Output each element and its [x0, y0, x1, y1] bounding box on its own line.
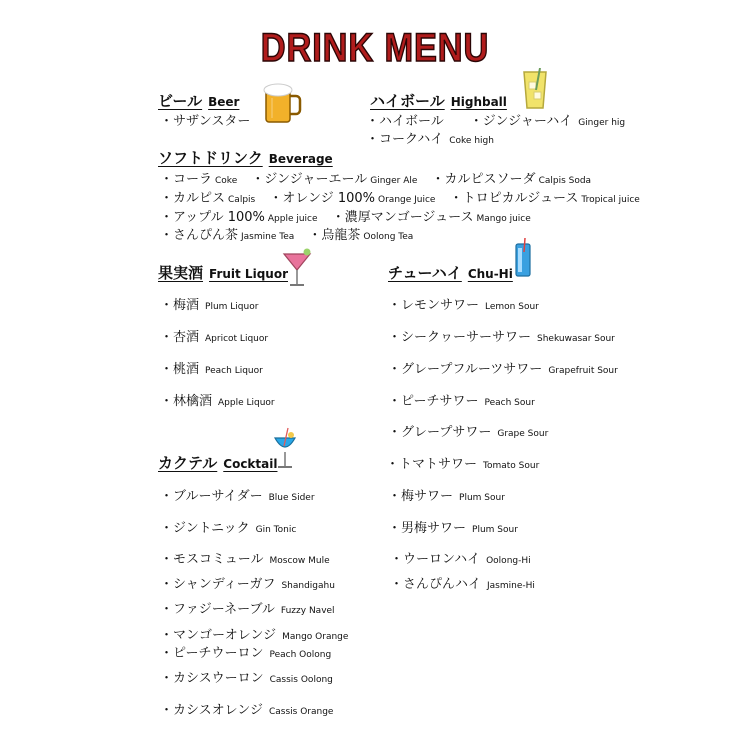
- highball-heading: [370, 90, 507, 111]
- item-en: Fuzzy Navel: [280, 606, 335, 616]
- item-jp: ・ハイボール: [366, 114, 444, 129]
- item-jp: ・ジントニック: [160, 521, 250, 536]
- beer-heading-en: Beer: [208, 95, 240, 109]
- cocktail-heading: [158, 452, 277, 473]
- item-en: Apple Liquor: [218, 398, 275, 408]
- beverage-row: [160, 224, 423, 243]
- item-jp: ・カルピスソーダ: [431, 172, 536, 187]
- chuhi-heading-en: Chu-Hi: [467, 267, 513, 281]
- beverage-heading-jp: ソフトドリンク: [158, 149, 263, 167]
- list-item: [388, 485, 505, 504]
- item-en: Shandigahu: [281, 581, 335, 591]
- item-en: Grape Sour: [497, 429, 549, 439]
- list-item: [388, 358, 618, 377]
- list-item: [160, 110, 250, 129]
- item-jp: ・ファジーネーブル: [160, 602, 275, 617]
- item-jp: ・濃厚マンゴージュース: [331, 210, 474, 225]
- item-jp: ・梅酒: [160, 298, 200, 313]
- item-en: Coke high: [449, 136, 494, 146]
- list-item: [160, 358, 263, 377]
- beverage-row: [160, 168, 601, 187]
- item-en: Grapefruit Sour: [548, 366, 618, 376]
- item-jp: ・ピーチサワー: [388, 394, 479, 409]
- item-jp: ・マンゴーオレンジ: [160, 628, 277, 643]
- item-en: Lemon Sour: [485, 302, 539, 312]
- item-jp: ・杏酒: [160, 330, 200, 345]
- list-item: [160, 548, 330, 567]
- chuhi-heading-jp: チューハイ: [388, 264, 462, 282]
- item-jp: ・桃酒: [160, 362, 200, 377]
- fruit-liquor-heading: [158, 262, 288, 283]
- list-item: [160, 294, 258, 313]
- item-jp: ・ピーチウーロン: [160, 646, 264, 661]
- list-item: [388, 517, 518, 536]
- item-jp: ・烏龍茶: [308, 228, 361, 243]
- list-item: [160, 624, 348, 643]
- beverage-row: [160, 187, 650, 206]
- list-item: [388, 390, 535, 409]
- beer-heading: [158, 90, 239, 111]
- item-jp: ・オレンジ 100%: [269, 191, 376, 206]
- item-en: Ginger Ale: [370, 176, 418, 186]
- item-jp: ・トロピカルジュース: [449, 191, 579, 206]
- item-jp: ・シャンディーガフ: [160, 577, 276, 592]
- beer-heading-jp: ビール: [158, 92, 203, 110]
- item-en: Apple juice: [267, 214, 318, 224]
- highball-heading-en: Highball: [450, 95, 507, 109]
- item-en: Plum Liquor: [205, 302, 259, 312]
- item-jp: ・カシスウーロン: [160, 671, 264, 686]
- list-item: [160, 517, 296, 536]
- item-en: Calpis: [228, 195, 256, 205]
- item-jp: ・さんぴんハイ: [390, 577, 482, 592]
- item-en: Cassis Oolong: [269, 675, 333, 685]
- list-item: [390, 548, 531, 567]
- fruit-liquor-heading-en: Fruit Liquor: [209, 267, 288, 281]
- item-en: Shekuwasar Sour: [537, 334, 615, 344]
- item-en: Calpis Soda: [538, 176, 592, 186]
- list-item: [160, 573, 335, 592]
- item-jp: ・グレープフルーツサワー: [388, 362, 543, 377]
- list-item: [160, 485, 315, 504]
- cocktail-heading-en: Cocktail: [223, 457, 278, 471]
- beverage-heading-en: Beverage: [268, 152, 333, 166]
- item-jp: ・ジンジャーハイ: [469, 114, 573, 129]
- item-jp: ・コーラ: [160, 172, 213, 187]
- list-item: [160, 667, 333, 686]
- item-jp: ・トマトサワー: [386, 457, 478, 472]
- chuhi-glass-icon: [512, 238, 534, 278]
- item-jp: ・グレープサワー: [388, 425, 492, 440]
- item-jp: ・ジンジャーエール: [251, 172, 368, 187]
- item-en: Mango Orange: [282, 632, 349, 642]
- item-en: Tropical juice: [581, 195, 640, 205]
- item-jp: ・コークハイ: [366, 132, 444, 147]
- cocktail-heading-jp: カクテル: [158, 454, 218, 472]
- item-en: Gin Tonic: [255, 525, 297, 535]
- item-jp: ・さんぴん茶: [160, 228, 239, 243]
- item-en: Jasmine Tea: [241, 232, 295, 242]
- beer-mug-icon: [262, 80, 302, 126]
- highball-heading-jp: ハイボール: [370, 92, 445, 110]
- cocktail-glass-icon: [282, 246, 312, 288]
- item-en: Plum Sour: [472, 525, 518, 535]
- list-item: [160, 326, 268, 345]
- item-en: Tomato Sour: [483, 461, 540, 471]
- item-en: Peach Liquor: [205, 366, 263, 376]
- item-en: Blue Sider: [268, 493, 315, 503]
- item-en: Moscow Mule: [269, 556, 330, 566]
- beverage-heading: [158, 147, 333, 168]
- item-en: Orange Juice: [378, 195, 436, 205]
- item-en: Jasmine-Hi: [487, 581, 535, 591]
- list-item: [366, 128, 494, 147]
- item-jp: ・モスコミュール: [160, 552, 264, 567]
- item-jp: ・アップル 100%: [160, 210, 265, 225]
- item-en: Oolong Tea: [363, 232, 414, 242]
- item-jp: ・レモンサワー: [388, 298, 480, 313]
- blue-cocktail-icon: [272, 426, 298, 470]
- item-en: Plum Sour: [459, 493, 505, 503]
- list-item: [366, 110, 625, 129]
- item-jp: ・カシスオレンジ: [160, 703, 263, 718]
- item-en: Cassis Orange: [268, 707, 334, 717]
- item-jp: ・ブルーサイダー: [160, 489, 263, 504]
- item-en: Apricot Liquor: [205, 334, 269, 344]
- list-item: [160, 390, 275, 409]
- highball-glass-icon: [520, 68, 550, 110]
- item-en: Coke: [215, 176, 238, 186]
- list-item: [388, 294, 539, 313]
- list-item: [160, 598, 335, 617]
- item-jp: ・梅サワー: [388, 489, 454, 504]
- beverage-row: [160, 206, 541, 225]
- page-title: DRINK MENU: [260, 26, 490, 70]
- list-item: [390, 573, 535, 592]
- item-en: Oolong-Hi: [486, 556, 531, 566]
- item-en: Mango juice: [476, 214, 531, 224]
- item-en: Ginger hig: [578, 118, 626, 128]
- item-jp: ・ウーロンハイ: [390, 552, 481, 567]
- list-item: [160, 699, 333, 718]
- item-en: Peach Oolong: [269, 650, 332, 660]
- list-item: [388, 421, 548, 440]
- item-jp: ・シークヮーサーサワー: [388, 330, 532, 345]
- item-jp: ・林檎酒: [160, 394, 213, 409]
- item-en: Peach Sour: [484, 398, 535, 408]
- list-item: [386, 453, 539, 472]
- list-item: [160, 642, 331, 661]
- chuhi-heading: [388, 262, 513, 283]
- item-jp: ・男梅サワー: [388, 521, 467, 536]
- item-jp: ・サザンスター: [160, 114, 251, 129]
- item-jp: ・カルピス: [160, 191, 226, 206]
- list-item: [388, 326, 615, 345]
- fruit-liquor-heading-jp: 果実酒: [158, 264, 204, 282]
